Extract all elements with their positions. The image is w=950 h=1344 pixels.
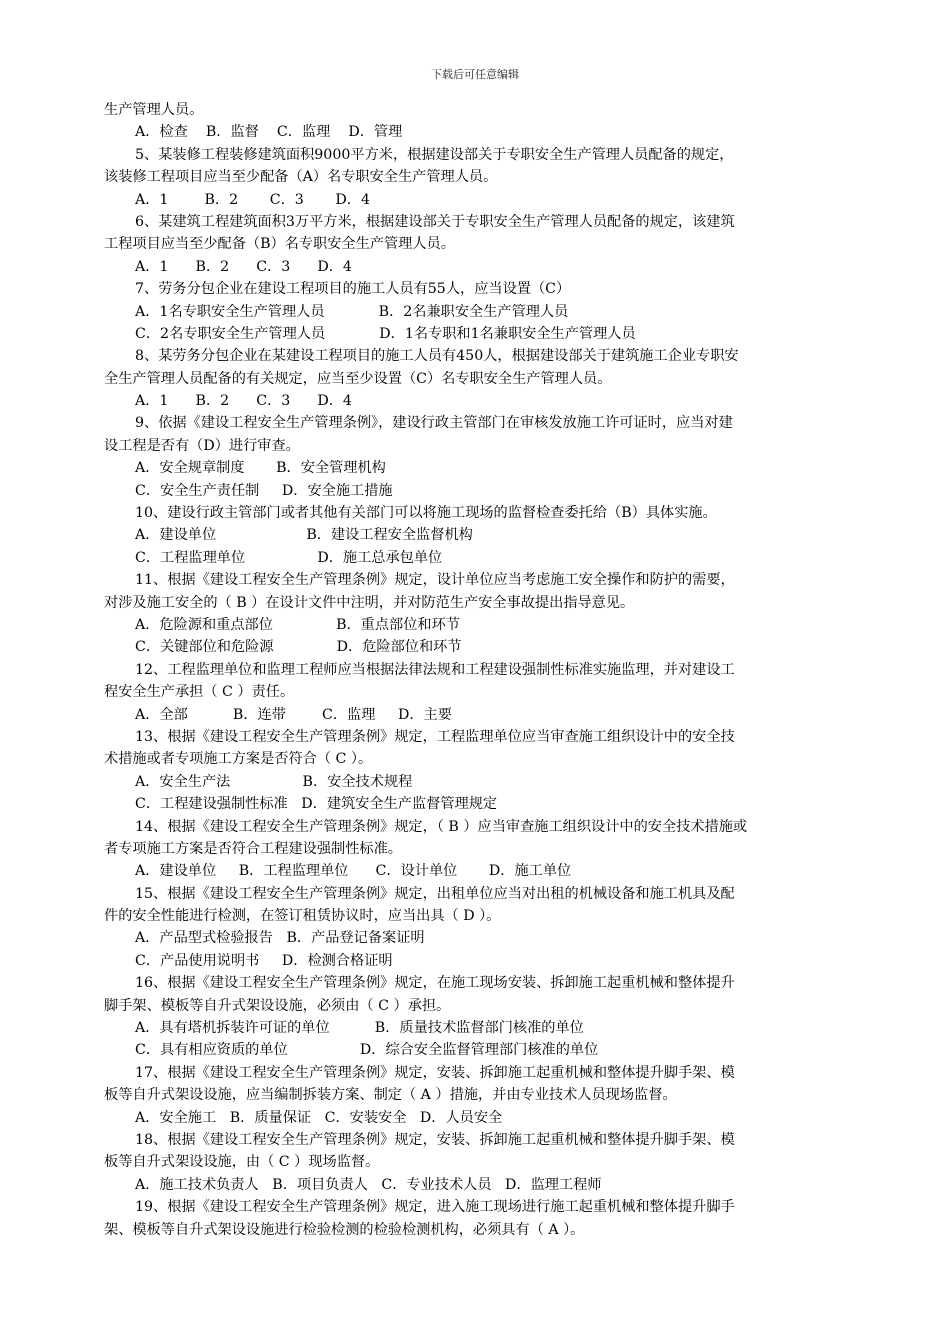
text-line: 工程项目应当至少配备（B）名专职安全生产管理人员。: [104, 236, 455, 253]
answer-options: C．2名专职安全生产管理人员 D．1名专职和1名兼职安全生产管理人员: [135, 325, 636, 342]
text-line: 脚手架、模板等自升式架设设施，必须由（ C ）承担。: [104, 997, 451, 1014]
question-line: 17、根据《建设工程安全生产管理条例》规定，安装、拆卸施工起重机械和整体提升脚手架、模: [135, 1064, 735, 1081]
answer-options: A．全部 B．连带 C．监理 D．主要: [135, 706, 452, 723]
answer-options: A．安全生产法 B．安全技术规程: [135, 773, 413, 790]
answer-options: A．施工技术负责人 B．项目负责人 C．专业技术人员 D．监理工程师: [135, 1176, 602, 1193]
answer-options: A．检查 B．监督 C．监理 D．管理: [135, 124, 403, 141]
page-header: 下载后可任意编辑: [431, 68, 519, 81]
answer-options: C．工程建设强制性标准 D．建筑安全生产监督管理规定: [135, 796, 498, 813]
question-line: 18、根据《建设工程安全生产管理条例》规定，安装、拆卸施工起重机械和整体提升脚手架、模: [135, 1131, 735, 1148]
answer-options: C．工程监理单位 D．施工总承包单位: [135, 549, 443, 566]
answer-options: A．建设单位 B．工程监理单位 C．设计单位 D．施工单位: [135, 863, 572, 880]
answer-options: A．安全施工 B．质量保证 C．安装安全 D．人员安全: [135, 1109, 503, 1126]
question-line: 12、工程监理单位和监理工程师应当根据法律法规和工程建设强制性标准实施监理，并对建设工: [135, 661, 735, 678]
question-line: 14、根据《建设工程安全生产管理条例》规定，（ B ）应当审查施工组织设计中的安全技术措施或: [135, 818, 748, 835]
answer-options: C．安全生产责任制 D．安全施工措施: [135, 482, 393, 499]
answer-options: C．产品使用说明书 D．检测合格证明: [135, 952, 393, 969]
question-line: 19、根据《建设工程安全生产管理条例》规定，进入施工现场进行施工起重机械和整体提升脚手: [135, 1199, 735, 1216]
question-line: 9、依据《建设工程安全生产管理条例》，建设行政主管部门在审核发放施工许可证时，应当对建: [135, 415, 733, 432]
document-body: [104, 99, 852, 1241]
question-line: 8、某劳务分包企业在某建设工程项目的施工人员有450人，根据建设部关于建筑施工企业专职安: [135, 348, 739, 365]
answer-options: A．安全规章制度 B．安全管理机构: [135, 460, 386, 477]
text-line: 板等自升式架设设施，由（ C ）现场监督。: [104, 1154, 380, 1171]
text-line: 架、模板等自升式架设设施进行检验检测的检验检测机构，必须具有（ A ）。: [104, 1221, 585, 1238]
answer-options: A．1 B．2 C．3 D．4: [135, 191, 370, 208]
answer-options: C．关键部位和危险源 D．危险部位和环节: [135, 639, 462, 656]
answer-options: A．建设单位 B．建设工程安全监督机构: [135, 527, 473, 544]
text-line: 程安全生产承担（ C ）责任。: [104, 684, 295, 701]
question-line: 13、根据《建设工程安全生产管理条例》规定，工程监理单位应当审查施工组织设计中的安全技: [135, 728, 735, 745]
question-line: 6、某建筑工程建筑面积3万平方米，根据建设部关于专职安全生产管理人员配备的规定，该建筑: [135, 213, 735, 230]
text-line: 板等自升式架设设施，应当编制拆装方案、制定（ A ）措施，并由专业技术人员现场监督。: [104, 1087, 677, 1104]
text-line: 件的安全性能进行检测，在签订租赁协议时，应当出具（ D ）。: [104, 908, 501, 925]
question-line: 11、根据《建设工程安全生产管理条例》规定，设计单位应当考虑施工安全操作和防护的需要，: [135, 572, 735, 589]
answer-options: A．产品型式检验报告 B．产品登记备案证明: [135, 930, 425, 947]
text-line: 者专项施工方案是否符合工程建设强制性标准。: [104, 840, 402, 857]
question-line: 16、根据《建设工程安全生产管理条例》规定，在施工现场安装、拆卸施工起重机械和整体提升: [135, 975, 735, 992]
question-line: 15、根据《建设工程安全生产管理条例》规定，出租单位应当对出租的机械设备和施工机具及配: [135, 885, 735, 902]
question-line: 7、劳务分包企业在建设工程项目的施工人员有55人，应当设置（C）: [135, 281, 571, 298]
text-line: 对涉及施工安全的（ B ）在设计文件中注明，并对防范生产安全事故提出指导意见。: [104, 594, 635, 611]
text-line: 全生产管理人员配备的有关规定，应当至少设置（C）名专职安全生产管理人员。: [104, 370, 612, 387]
answer-options: A．1 B．2 C．3 D．4: [135, 393, 352, 410]
answer-options: A．具有塔机拆装许可证的单位 B．质量技术监督部门核准的单位: [135, 1020, 584, 1037]
text-line: 该装修工程项目应当至少配备（A）名专职安全生产管理人员。: [104, 169, 498, 186]
answer-options: A．危险源和重点部位 B．重点部位和环节: [135, 616, 460, 633]
question-line: 10、建设行政主管部门或者其他有关部门可以将施工现场的监督检查委托给（B）具体实施。: [135, 505, 717, 522]
text-line: 生产管理人员。: [104, 102, 204, 118]
question-line: 5、某装修工程装修建筑面积9000平方米，根据建设部关于专职安全生产管理人员配备的规定，: [135, 146, 734, 163]
answer-options: A．1 B．2 C．3 D．4: [135, 258, 352, 275]
answer-options: C．具有相应资质的单位 D．综合安全监督管理部门核准的单位: [135, 1042, 599, 1059]
text-line: 术措施或者专项施工方案是否符合（ C ）。: [104, 751, 373, 768]
answer-options: A．1名专职安全生产管理人员 B．2名兼职安全生产管理人员: [135, 303, 569, 320]
text-line: 设工程是否有（D）进行审查。: [104, 437, 300, 454]
